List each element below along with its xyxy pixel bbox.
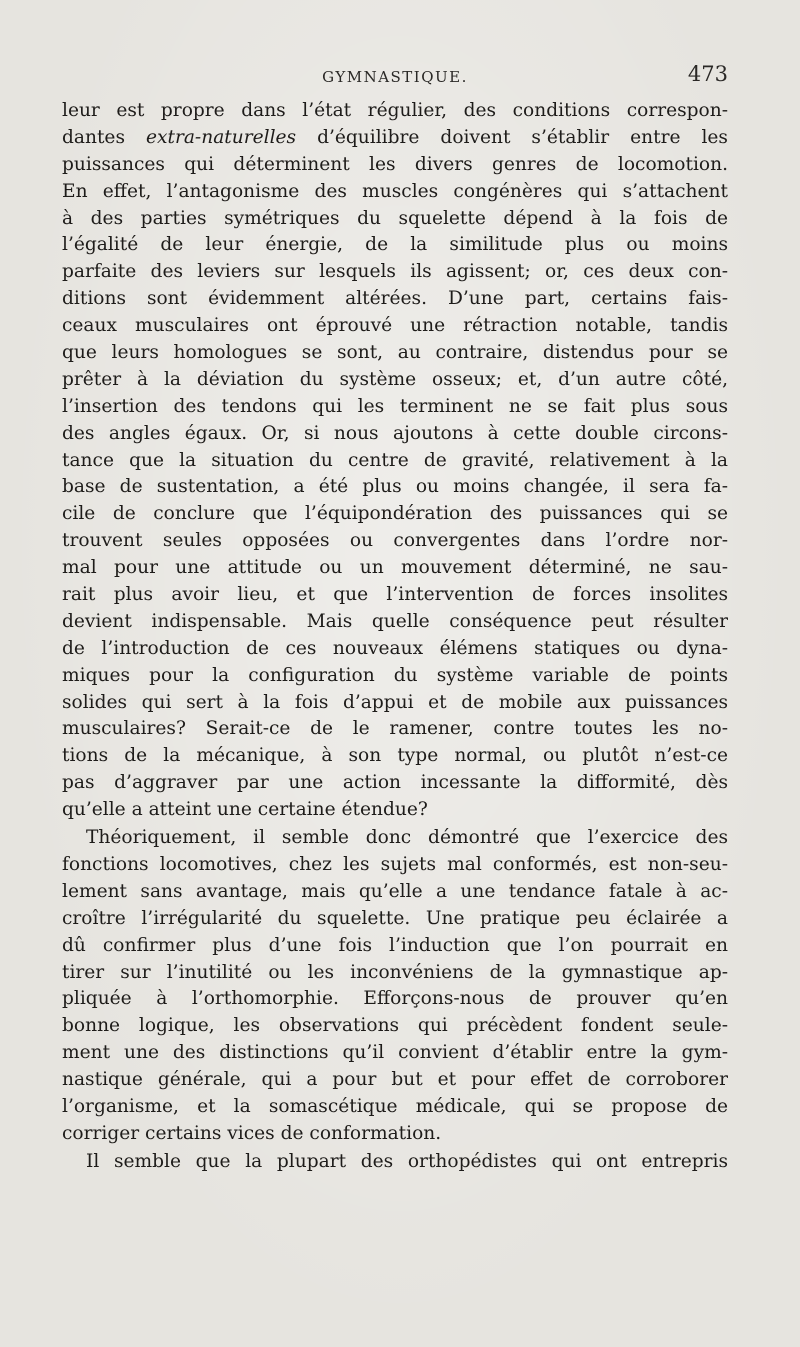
text-line: miques pour la configuration du système variable de points bbox=[62, 664, 728, 686]
text-line: mal pour une attitude ou un mouvement déterminé, ne sau- bbox=[62, 557, 728, 579]
text-line: à des parties symétriques du squelette dépend à la fois de bbox=[62, 207, 728, 229]
text-line: ditions sont évidemment altérées. D’une part, certains fais- bbox=[62, 288, 728, 310]
text-line: prêter à la déviation du système osseux; et, d’un autre côté, bbox=[62, 368, 728, 390]
text-line: pliquée à l’orthomorphie. Efforçons-nous de prouver qu’en bbox=[62, 988, 728, 1010]
text-line: l’organisme, et la somascétique médicale, qui se propose de bbox=[62, 1095, 728, 1117]
text-line: rait plus avoir lieu, et que l’intervention de forces insolites bbox=[62, 584, 728, 606]
text-line: puissances qui déterminent les divers genres de locomotion. bbox=[62, 153, 728, 175]
text-line: pas d’aggraver par une action incessante la difformité, dès bbox=[62, 772, 728, 794]
text-line: que leurs homologues se sont, au contraire, distendus pour se bbox=[62, 342, 728, 364]
paragraph-2 bbox=[62, 825, 728, 1148]
text-line bbox=[62, 125, 728, 152]
text-line: l’insertion des tendons qui les terminent ne se fait plus sous bbox=[62, 395, 728, 417]
body-text bbox=[62, 98, 728, 1176]
text-line: qu’elle a atteint une certaine étendue? bbox=[62, 799, 428, 821]
text-line: fonctions locomotives, chez les sujets mal conformés, est non-seu- bbox=[62, 853, 728, 875]
text-line: base de sustentation, a été plus ou moins changée, il sera fa- bbox=[62, 476, 728, 498]
paragraph-3 bbox=[62, 1149, 728, 1176]
text-line: trouvent seules opposées ou convergentes dans l’ordre nor- bbox=[62, 530, 728, 552]
text-line: devient indispensable. Mais quelle conséquence peut résulter bbox=[62, 610, 728, 632]
text-line: ceaux musculaires ont éprouvé une rétraction notable, tandis bbox=[62, 315, 728, 337]
text-line: cile de conclure que l’équipondération des puissances qui se bbox=[62, 503, 728, 525]
text-line: de l’introduction de ces nouveaux élémens statiques ou dyna- bbox=[62, 637, 728, 659]
paragraph-1 bbox=[62, 98, 728, 824]
italic-phrase: extra-naturelles bbox=[146, 126, 297, 148]
text-line: dû confirmer plus d’une fois l’induction que l’on pourrait en bbox=[62, 934, 728, 956]
running-head bbox=[62, 62, 728, 90]
text-line: tance que la situation du centre de gravité, relativement à la bbox=[62, 449, 728, 471]
text-span: d’équilibre doivent s’établir entre les bbox=[317, 126, 728, 148]
text-line: tions de la mécanique, à son type normal, ou plutôt n’est-ce bbox=[62, 745, 728, 767]
text-line: musculaires? Serait-ce de le ramener, contre toutes les no- bbox=[62, 718, 728, 740]
text-line: solides qui sert à la fois d’appui et de mobile aux puissances bbox=[62, 691, 728, 713]
text-line: corriger certains vices de conformation. bbox=[62, 1122, 442, 1144]
text-line: ment une des distinctions qu’il convient d’établir entre la gym- bbox=[62, 1042, 728, 1064]
page-number: 473 bbox=[687, 62, 728, 86]
text-line: Il semble que la plupart des orthopédistes qui ont entrepris bbox=[86, 1150, 728, 1172]
text-line: lement sans avantage, mais qu’elle a une tendance fatale à ac- bbox=[62, 880, 728, 902]
text-line: leur est propre dans l’état régulier, des conditions correspon- bbox=[62, 100, 728, 121]
text-line: tirer sur l’inutilité ou les inconvéniens de la gymnastique ap- bbox=[62, 961, 728, 983]
running-title: GYMNASTIQUE. bbox=[322, 68, 468, 86]
text-line: croître l’irrégularité du squelette. Une pratique peu éclairée a bbox=[62, 907, 728, 929]
text-line: l’égalité de leur énergie, de la similitude plus ou moins bbox=[62, 234, 728, 256]
text-line: des angles égaux. Or, si nous ajoutons à cette double circons- bbox=[62, 422, 728, 444]
text-line: Théoriquement, il semble donc démontré que l’exercice des bbox=[86, 827, 728, 849]
text-line: parfaite des leviers sur lesquels ils agissent; or, ces deux con- bbox=[62, 261, 728, 283]
text-span: dantes bbox=[62, 126, 125, 148]
text-line: bonne logique, les observations qui précèdent fondent seule- bbox=[62, 1015, 728, 1037]
text-line: En effet, l’antagonisme des muscles congénères qui s’attachent bbox=[62, 180, 728, 202]
text-line: nastique générale, qui a pour but et pour effet de corroborer bbox=[62, 1069, 728, 1091]
